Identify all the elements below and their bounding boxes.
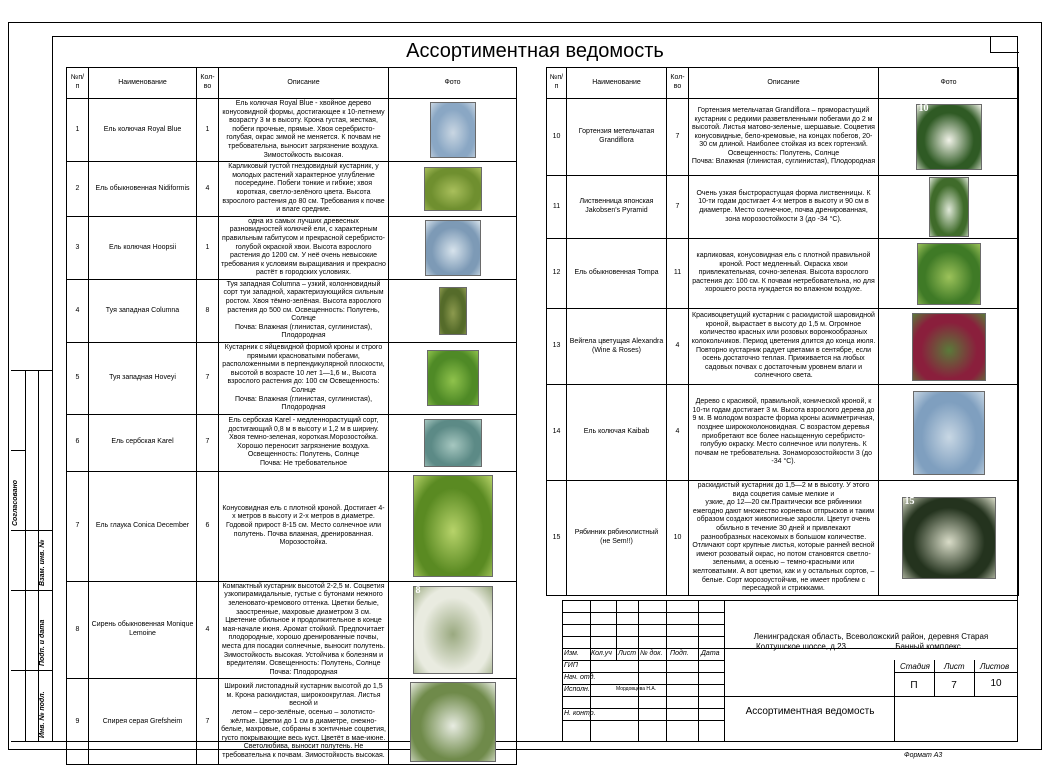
cell-num: 5: [67, 343, 89, 415]
cell-num: 10: [547, 99, 567, 176]
table-row: [67, 279, 517, 342]
cell-photo: [879, 481, 1019, 596]
table-row: [67, 414, 517, 471]
cell-desc: раскидистый кустарник до 1,5—2 м в высоту. У этого вида соцветия самые мелкие и узкие, до 12—20 см.Практически все рябинники ежегодно дают множество корневых отпрысков и таким образом создают живописные заросли. Цветут очень обильно в течение 30 дней и привлекают разнообразных насекомых в большом количестве. Отличают сорт крупные листья, которые ранней весной имеют розоватый окрас, но потом становятся светло-зелеными, а осенью – темно-красными или желтоватыми. А вот цветки, как и у остальных сортов, – белые. Сорт морозоустойчив, не имеет проблем с пересадкой и стрижками.: [689, 481, 879, 596]
header-photo: Фото: [879, 68, 1019, 99]
cell-photo: [879, 239, 1019, 309]
cell-name: Вейгела цветущая Alexandra (Wine & Roses): [567, 309, 667, 385]
table-row: [67, 162, 517, 217]
plant-photo: [424, 419, 482, 467]
photo-number-label: 15: [904, 495, 915, 507]
cell-num: 14: [547, 385, 567, 481]
cell-desc: Конусовидная ель с плотной кроной. Достигает 4-х метров в высоту и 2-х метров в диаметре. Годовой прирост 8-15 см. Место солнечное или полутень. Почва влажная, дренированная. Морозостойка.: [219, 471, 389, 581]
cell-name: Туя западная Hoveyi: [89, 343, 197, 415]
cell-name: Ель обыкновенная Nidiformis: [89, 162, 197, 217]
cell-qty: 1: [197, 99, 219, 162]
cell-photo: [879, 385, 1019, 481]
role-gip: ГИП: [564, 662, 578, 669]
table-row: [67, 471, 517, 581]
header-num: №п/п: [547, 68, 567, 99]
cell-photo: [389, 99, 517, 162]
cell-photo: [389, 414, 517, 471]
plant-photo: [410, 682, 496, 762]
plant-photo: [413, 586, 493, 674]
strip-label-sign: Подп. и дата: [39, 619, 46, 666]
cell-qty: 11: [667, 239, 689, 309]
cell-num: 15: [547, 481, 567, 596]
cell-name: Ель глаука Conica December: [89, 471, 197, 581]
table-row: [67, 216, 517, 279]
executor-name: Мордовцева Н.А.: [616, 686, 657, 692]
plant-photo: [424, 167, 482, 211]
strip-label-inv: Инв. № подл.: [39, 691, 46, 738]
cell-name: Ель колючая Kaibab: [567, 385, 667, 481]
sheets-value: 10: [990, 678, 1002, 689]
cell-photo: [879, 99, 1019, 176]
cell-qty: 4: [197, 162, 219, 217]
cell-num: 4: [67, 279, 89, 342]
plant-photo: [439, 287, 467, 335]
col-label-kolvo: Кол.уч: [591, 650, 612, 657]
cell-qty: 4: [667, 309, 689, 385]
cell-desc: Карликовый густой гнездовидный кустарник, у молодых растений характерное углубление посередине. Побеги тонкие и гибкие; хвоя короткая, светло-зелёного цвета. Высота взрослого растения до 80 см. Требования к почве и влаге средние.: [219, 162, 389, 217]
cell-name: Спирея серая Grefsheim: [89, 679, 197, 765]
cell-qty: 8: [197, 279, 219, 342]
cell-num: 3: [67, 216, 89, 279]
cell-qty: 7: [667, 99, 689, 176]
header-num: №п/п: [67, 68, 89, 99]
assortment-table-right: [546, 67, 1019, 596]
cell-desc: Красивоцветущий кустарник с раскидистой шаровидной кроной, вырастает в высоту до 1,5 м. Огромное количество красных или розовых воронкообразных колокольчиков. Период цветения длится до конца июля. Повторно кустарник радует цветами в сентябре, если осень достаточно теплая. Приживается на любых садовых почвах с достаточным уровнем влаги и солнечного света.: [689, 309, 879, 385]
cell-photo: [389, 343, 517, 415]
cell-qty: 7: [667, 176, 689, 239]
cell-name: Сирень обыкновенная Monique Lemoine: [89, 581, 197, 679]
cell-qty: 4: [197, 581, 219, 679]
table-row: [547, 481, 1019, 596]
cell-desc: Гортензия метельчатая Grandiflora – пряморастущий кустарник с редкими разветвленными побегами до 2 м высотой. Листья матово-зеленые, шершавые. Соцветия конусовидные, бело-кремовые, на концах побегов, 20-30 см длиной. Наиболее стойкая из всех гортензий. Освещенность: Полутень, Солнце Почва: Влажная (глинистая, суглинистая), Плодородная: [689, 99, 879, 176]
col-label-date: Дата: [701, 650, 720, 657]
role-control: Н. контр.: [564, 710, 596, 717]
cell-qty: 7: [197, 679, 219, 765]
col-label-izm: Изм.: [564, 650, 579, 657]
header-desc: Описание: [219, 68, 389, 99]
table-header-row: [67, 68, 517, 99]
cell-photo: [389, 216, 517, 279]
cell-photo: [389, 471, 517, 581]
sheet-label: Лист: [944, 662, 965, 671]
cell-name: Гортензия метельчатая Grandiflora: [567, 99, 667, 176]
cell-qty: 6: [197, 471, 219, 581]
header-photo: Фото: [389, 68, 517, 99]
header-name: Наименование: [567, 68, 667, 99]
cell-num: 1: [67, 99, 89, 162]
plant-photo: [916, 104, 982, 170]
stage-label: Стадия: [900, 662, 930, 671]
col-label-doc: № док.: [640, 650, 663, 657]
header-desc: Описание: [689, 68, 879, 99]
format-label: Формат А3: [904, 752, 943, 759]
plant-photo: [917, 243, 981, 305]
cell-num: 6: [67, 414, 89, 471]
project-name: Банный комплекс: [895, 642, 961, 651]
cell-name: Туя западная Columna: [89, 279, 197, 342]
cell-desc: Ель сербская Karel - медленнорастущий сорт, достигающий 0,8 м в высоту и 1,2 м в ширину. Хвоя темно-зеленая, короткая.Морозостойка. Хорошо переносит загрязнение воздуха. Освещенность: Полутень, Солнце Почва: Не требовательное: [219, 414, 389, 471]
cell-qty: 1: [197, 216, 219, 279]
title-block: [562, 600, 1018, 742]
cell-qty: 4: [667, 385, 689, 481]
cell-desc: Дерево с красивой, правильной, конической кроной, к 10-ти годам достигает 3 м. Высота взрослого дерева до 9 м. В молодом возрасте форма кроны асимметричная, позднее ширококолоновидная. С возрастом деревья приобретают все более насыщенную серебристо-голубую окраску. Место солнечное или полутень. К почвам не требовательна. Зонаморозостойкости 3 (до -34 °С).: [689, 385, 879, 481]
strip-label-replace: Взам. инв. №: [39, 539, 46, 586]
sheet-value: 7: [951, 680, 957, 691]
cell-num: 2: [67, 162, 89, 217]
cell-desc: одна из самых лучших древесных разновидностей колючей ели, с характерным правильным габитусом и прекрасной серебристо-голубой окраской хвои. Высота взрослого растения до 1200 см. У неё очень невысокие требования к условиям выращивания и прекрасно растёт в городских условиях.: [219, 216, 389, 279]
cell-name: Ель колючая Hoopsii: [89, 216, 197, 279]
cell-name: Рябинник рябинолистный (не Sem!!): [567, 481, 667, 596]
approval-strip: [11, 370, 52, 742]
cell-photo: [389, 679, 517, 765]
strip-label-approved: Согласовано: [12, 479, 19, 526]
stage-value: П: [910, 680, 918, 691]
plant-photo: [912, 313, 986, 381]
cell-photo: [389, 279, 517, 342]
plant-photo: [425, 220, 481, 276]
cell-desc: Ель колючая Royal Blue - хвойное дерево конусовидной формы, достигающее к 10-летнему возрасту 3 м в высоту. Крона густая, жесткая, побеги прочные, прямые. Хвоя серебристо-голубая, окрас зимой не меняется. К почвам не требовательна, выносит загрязнение воздуха. Зимостойкость высокая.: [219, 99, 389, 162]
table-row: [67, 99, 517, 162]
header-name: Наименование: [89, 68, 197, 99]
cell-photo: [879, 176, 1019, 239]
table-row: [547, 176, 1019, 239]
page-title: Ассортиментная ведомость: [406, 40, 664, 62]
assortment-table-left: [66, 67, 517, 765]
cell-photo: [879, 309, 1019, 385]
cell-name: Ель обыкновенная Tompa: [567, 239, 667, 309]
table-header-row: [547, 68, 1019, 99]
cell-desc: карликовая, конусовидная ель с плотной правильной кроной. Рост медленный. Окраска хвои привлекательная, сочно-зеленая. Высота взрослого растения до: 100 см. К почвам нетребовательна, но для хорошего роста нуждается во влажном воздухе.: [689, 239, 879, 309]
cell-qty: 7: [197, 343, 219, 415]
photo-number-label: 10: [918, 103, 929, 114]
plant-photo: [413, 475, 493, 577]
photo-number-label: 8: [415, 585, 421, 597]
cell-qty: 10: [667, 481, 689, 596]
cell-name: Лиственница японская Jakobsen's Pyramid: [567, 176, 667, 239]
cell-name: Ель сербская Karel: [89, 414, 197, 471]
role-head: Нач. отд.: [564, 674, 596, 681]
table-row: [67, 343, 517, 415]
table-row: [547, 99, 1019, 176]
address-line-2: Колтушское шоссе, д.23: [755, 642, 847, 651]
table-row: [547, 239, 1019, 309]
cell-qty: 7: [197, 414, 219, 471]
role-executor: Исполн.: [564, 686, 590, 693]
col-label-list: Лист: [618, 650, 637, 657]
table-row: [547, 309, 1019, 385]
sheets-label: Листов: [980, 662, 1010, 671]
doc-title: Ассортиментная ведомость: [745, 706, 875, 717]
plant-photo: [913, 391, 985, 475]
cell-desc: Широкий листопадный кустарник высотой до 1,5 м. Крона раскидистая, широкоокруглая. Листья весной и летом – серо-зелёные, осенью – золотисто-жёлтые. Цветки до 1 см в диаметре, снежно-белые, махровые, собраны в зонтичные соцветия, густо покрывающие весь куст. Цветёт в мае-июне. Светолюбива, выносит полутень. Не требовательна к почвам. Зимостойкость высокая.: [219, 679, 389, 765]
header-qty: Кол-во: [667, 68, 689, 99]
cell-photo: [389, 581, 517, 679]
cell-desc: Туя западная Columna – узкий, колонновидный сорт туи западной, характеризующийся сильным ростом. Хвоя тёмно-зелёная. Высота взрослого растения до 500 см. Освещенность: Полутень, Солнце Почва: Влажная (глинистая, суглинистая), Плодородная: [219, 279, 389, 342]
plant-photo: [929, 177, 969, 237]
address-line-1: Ленинградская область, Всеволожский район, деревня Старая: [753, 632, 989, 641]
header-qty: Кол-во: [197, 68, 219, 99]
table-row: [67, 581, 517, 679]
plant-photo: [430, 102, 476, 158]
cell-photo: [389, 162, 517, 217]
cell-num: 9: [67, 679, 89, 765]
cell-desc: Очень узкая быстрорастущая форма лиственницы. К 10-ти годам достигает 4-х метров в высоту и 90 см в диаметре. Место солнечное, почва дренированная, зона морозостойкости 3 (до -34 °С).: [689, 176, 879, 239]
cell-num: 13: [547, 309, 567, 385]
cell-name: Ель колючая Royal Blue: [89, 99, 197, 162]
cell-num: 12: [547, 239, 567, 309]
plant-photo: [427, 350, 479, 406]
cell-desc: Кустарник с яйцевидной формой кроны и строго прямыми красноватыми побегами, расположенными в перпендикулярной плоскости, высотой в возрасте 10 лет 1—1,6 м., Высота взрослого растения до: 100 см Освещенность: Солнце Почва: Влажная (глинистая, суглинистая), Плодородная: [219, 343, 389, 415]
cell-num: 8: [67, 581, 89, 679]
cell-num: 7: [67, 471, 89, 581]
table-row: [67, 679, 517, 765]
cell-desc: Компактный кустарник высотой 2-2,5 м. Соцветия узкопирамидальные, густые с бутонами нежного зеленовато-кремового оттенка. Цветки белые, заостренные, махровые диаметром 3 см. Цветение обильное и продолжительное в конце мая-начале июня. Аромат стойкий. Предпочитает плодородные, хорошо дренированные почвы, места для посадки солнечные, выносит полутень. Зимостойкость высокая. Устойчива к болезням и вредителям. Освещенность: Полутень, Солнце Почва: Плодородная: [219, 581, 389, 679]
col-label-sign: Подп.: [670, 650, 689, 657]
table-row: [547, 385, 1019, 481]
plant-photo: [902, 497, 996, 579]
cell-num: 11: [547, 176, 567, 239]
